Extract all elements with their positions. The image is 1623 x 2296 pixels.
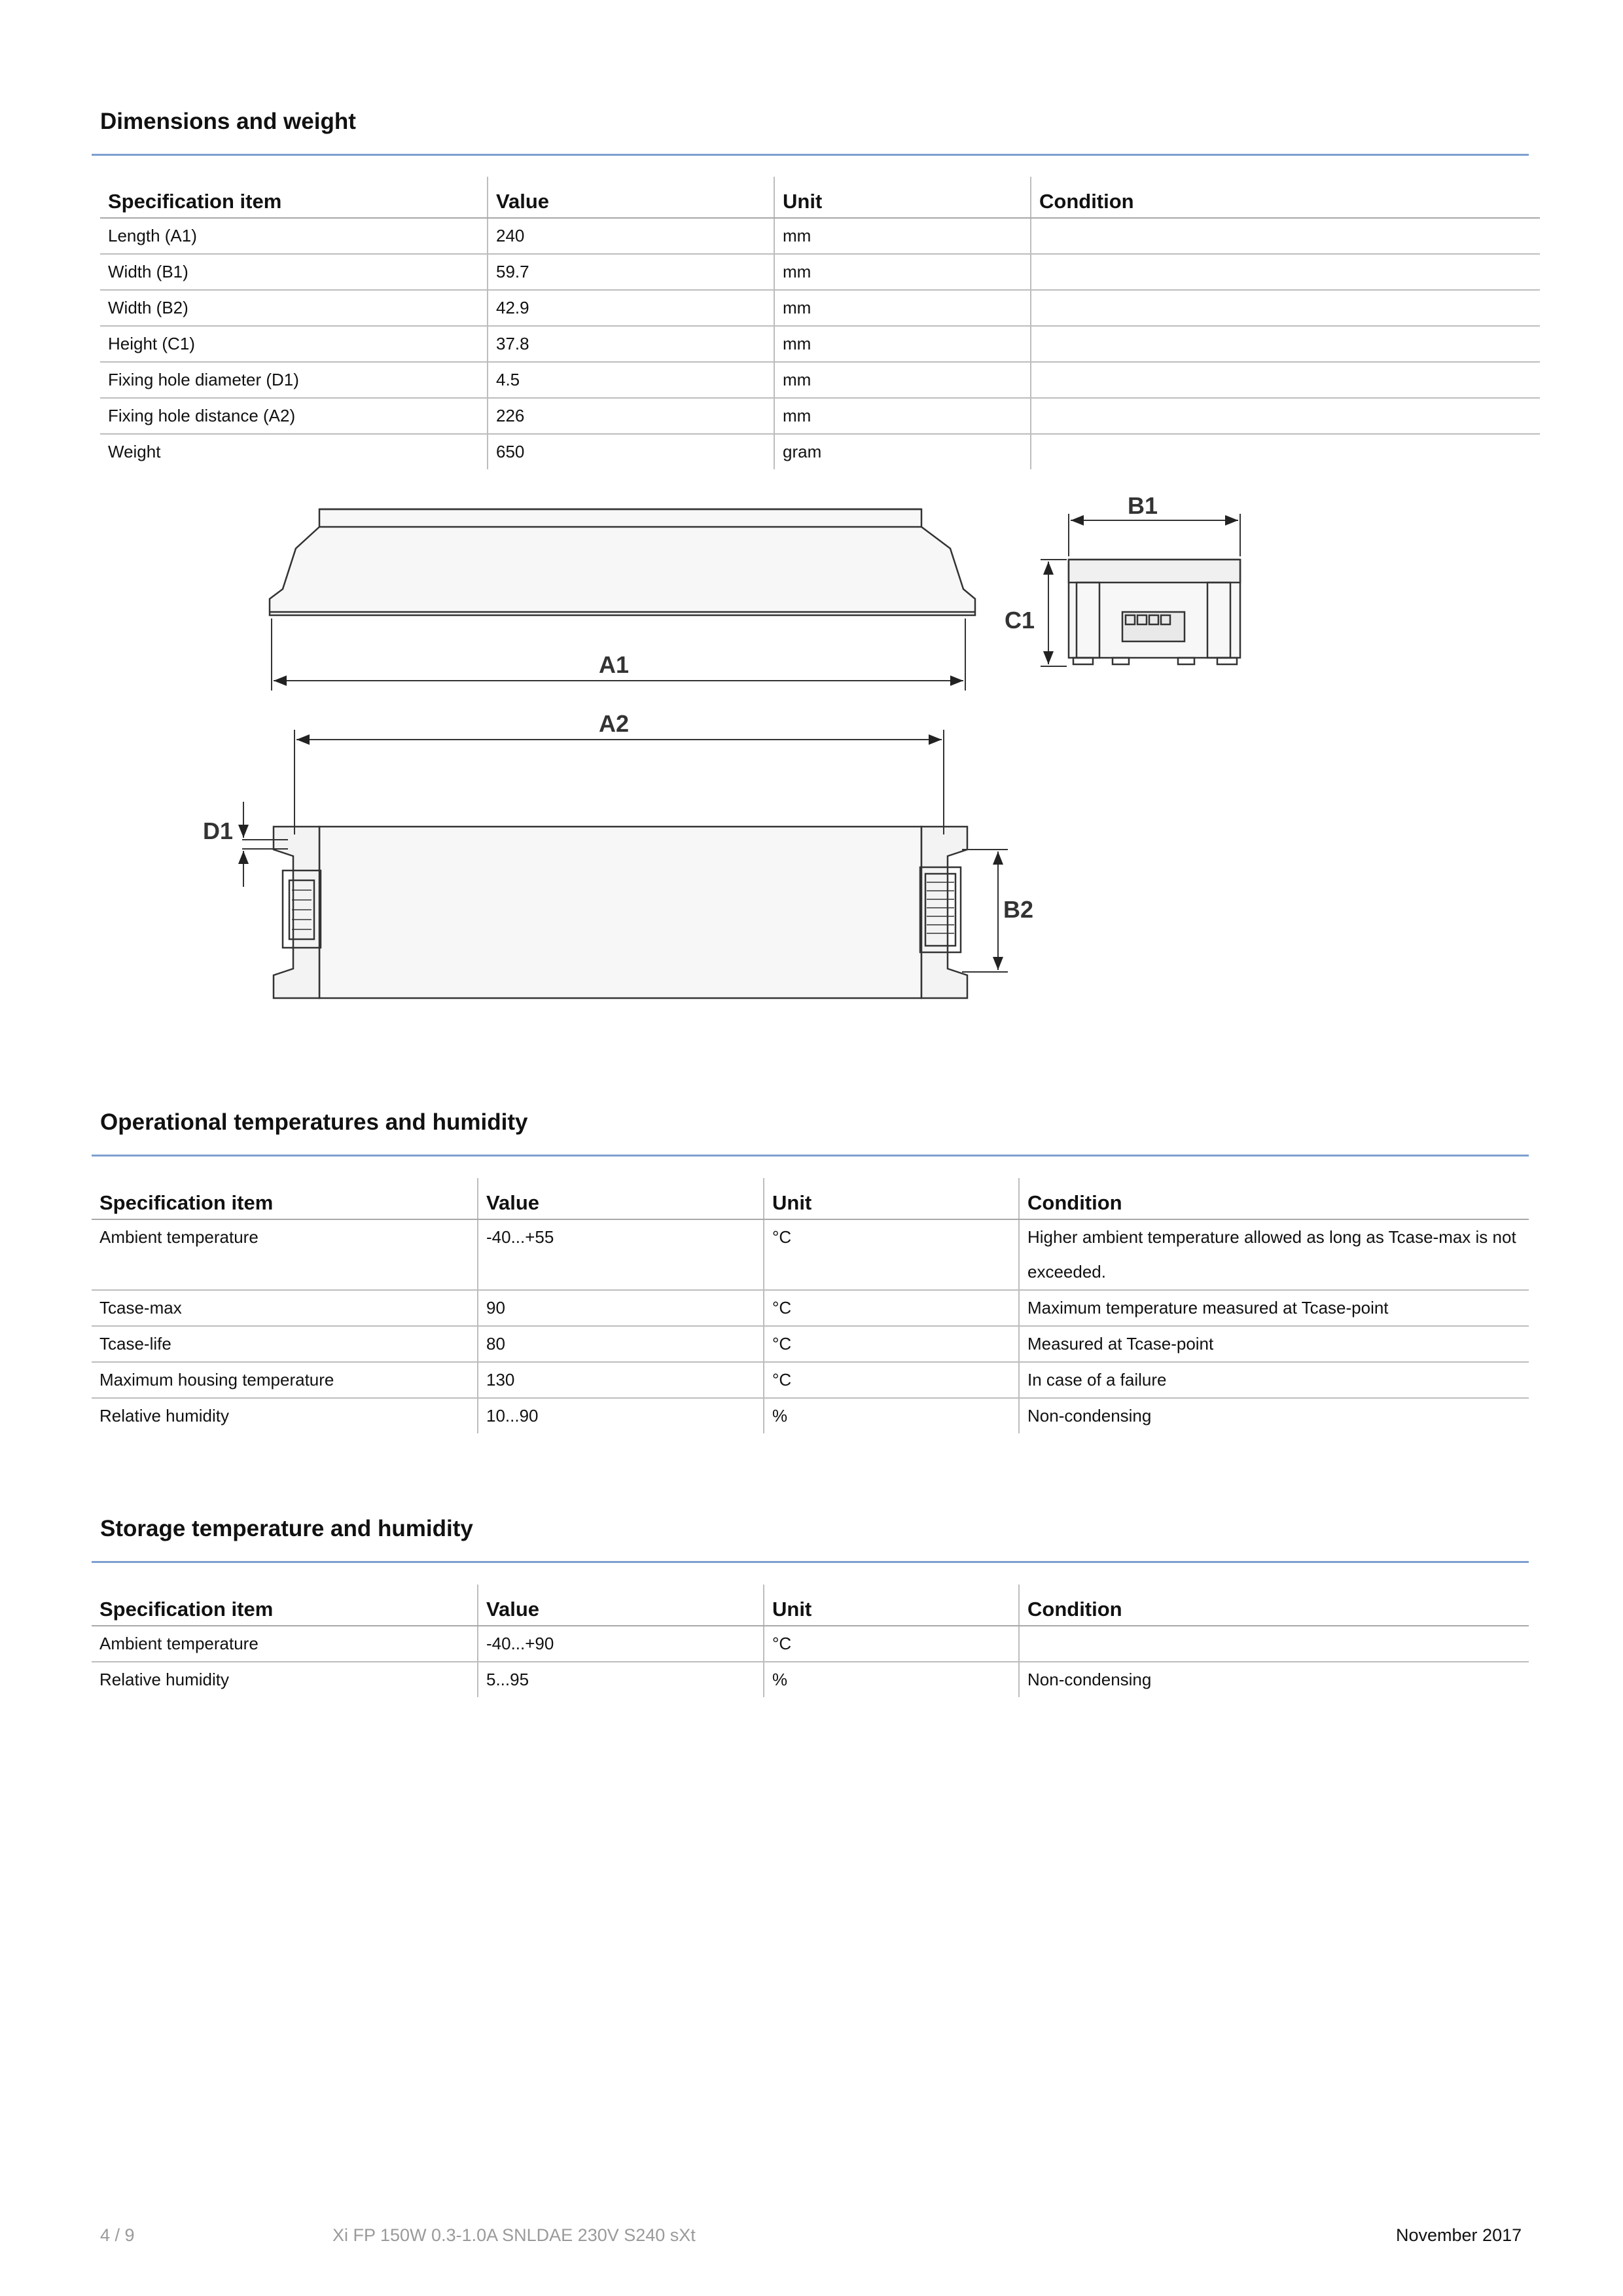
footer-product-name: Xi FP 150W 0.3-1.0A SNLDAE 230V S240 sXt — [332, 2225, 696, 2245]
header-value: Value — [488, 177, 774, 218]
table-row — [92, 1626, 1529, 1662]
cell-value: 226 — [488, 398, 774, 434]
cell-unit: mm — [774, 254, 1031, 290]
cell-spec-item: Relative humidity — [99, 1670, 229, 1689]
header-unit: Unit — [764, 1178, 1019, 1219]
header-condition: Condition — [1019, 1178, 1529, 1219]
table-row — [92, 1398, 1529, 1433]
cell-value: 59.7 — [488, 254, 774, 290]
table-header-row — [92, 1178, 1529, 1219]
cell-spec-item: Height (C1) — [100, 326, 488, 362]
table-row — [100, 290, 1540, 326]
side-view — [270, 509, 975, 615]
section-divider — [92, 154, 1529, 156]
header-spec-item: Specification item — [100, 177, 488, 218]
cell-spec-item: Maximum housing temperature — [92, 1362, 478, 1398]
header-value: Value — [478, 1178, 764, 1219]
table-row — [100, 218, 1540, 254]
cell-unit: °C — [764, 1626, 1019, 1662]
cell-spec-item: Relative humidity — [99, 1406, 229, 1426]
section-title-operational: Operational temperatures and humidity — [100, 1109, 528, 1135]
label-a1: A1 — [599, 651, 630, 678]
cell-spec-item: Ambient temperature — [92, 1626, 478, 1662]
cell-spec-item: Fixing hole diameter (D1) — [100, 362, 488, 398]
cell-unit: % — [764, 1662, 1019, 1697]
table-row — [100, 398, 1540, 434]
cell-value: 37.8 — [488, 326, 774, 362]
cell-value: 42.9 — [488, 290, 774, 326]
dimension-drawing — [0, 484, 1623, 1021]
header-spec-item: Specification item — [92, 1585, 478, 1626]
section-divider — [92, 1561, 1529, 1563]
section-title-storage: Storage temperature and humidity — [100, 1516, 473, 1541]
cell-spec-item: Length (A1) — [100, 218, 488, 254]
cell-unit: °C — [764, 1290, 1019, 1326]
cell-value: 240 — [488, 218, 774, 254]
footer-date: November 2017 — [1396, 2225, 1522, 2245]
table-row — [92, 1662, 1529, 1697]
cell-condition: Maximum temperature measured at Tcase-point — [1019, 1290, 1529, 1326]
table-row — [92, 1219, 1529, 1290]
label-d1: D1 — [203, 817, 234, 844]
end-view — [1069, 560, 1240, 664]
cell-condition: Measured at Tcase-point — [1019, 1326, 1529, 1362]
label-b2: B2 — [1003, 896, 1034, 923]
table-row — [100, 254, 1540, 290]
cell-unit: mm — [774, 398, 1031, 434]
cell-spec-item: Weight — [108, 442, 161, 461]
cell-unit: mm — [774, 362, 1031, 398]
cell-condition — [1019, 1626, 1529, 1662]
header-spec-item: Specification item — [92, 1178, 478, 1219]
table-row — [92, 1326, 1529, 1362]
cell-unit: °C — [764, 1219, 1019, 1290]
header-condition: Condition — [1019, 1585, 1529, 1626]
cell-spec-item: Tcase-life — [92, 1326, 478, 1362]
cell-condition: In case of a failure — [1019, 1362, 1529, 1398]
table-row — [100, 326, 1540, 362]
cell-spec-item: Ambient temperature — [92, 1219, 478, 1290]
header-unit: Unit — [774, 177, 1031, 218]
cell-value: 10...90 — [478, 1398, 764, 1433]
table-header-row — [92, 1585, 1529, 1626]
storage-table — [92, 1585, 1529, 1697]
cell-condition — [1031, 218, 1540, 254]
label-a2: A2 — [599, 710, 630, 737]
cell-value: 5...95 — [478, 1662, 764, 1697]
cell-spec-item: Tcase-max — [92, 1290, 478, 1326]
cell-condition: Higher ambient temperature allowed as long as Tcase-max is not exceeded. — [1019, 1219, 1529, 1290]
table-row — [100, 362, 1540, 398]
cell-unit: % — [764, 1398, 1019, 1433]
cell-unit: mm — [774, 326, 1031, 362]
cell-value: 650 — [488, 434, 774, 469]
header-unit: Unit — [764, 1585, 1019, 1626]
section-divider — [92, 1155, 1529, 1157]
table-row — [92, 1362, 1529, 1398]
dimensions-table — [100, 177, 1540, 469]
cell-condition: Non-condensing — [1019, 1398, 1529, 1433]
cell-condition: Non-condensing — [1019, 1662, 1529, 1697]
cell-spec-item: Width (B2) — [100, 290, 488, 326]
cell-value: 80 — [478, 1326, 764, 1362]
top-view — [274, 827, 967, 998]
table-row — [92, 1290, 1529, 1326]
section-title-dimensions: Dimensions and weight — [100, 109, 356, 134]
cell-value: -40...+55 — [478, 1219, 764, 1290]
table-header-row — [100, 177, 1540, 218]
label-c1: C1 — [1005, 607, 1035, 634]
cell-condition — [1031, 362, 1540, 398]
cell-value: 4.5 — [488, 362, 774, 398]
header-value: Value — [478, 1585, 764, 1626]
cell-unit: °C — [764, 1362, 1019, 1398]
cell-condition — [1031, 434, 1540, 469]
footer-page-number: 4 / 9 — [100, 2225, 135, 2245]
cell-unit: mm — [774, 290, 1031, 326]
cell-unit: mm — [774, 218, 1031, 254]
cell-value: 130 — [478, 1362, 764, 1398]
label-b1: B1 — [1128, 492, 1158, 519]
header-condition: Condition — [1031, 177, 1540, 218]
cell-unit: gram — [774, 434, 1031, 469]
cell-condition — [1031, 398, 1540, 434]
cell-value: -40...+90 — [478, 1626, 764, 1662]
cell-condition — [1031, 254, 1540, 290]
cell-value: 90 — [478, 1290, 764, 1326]
cell-spec-item: Fixing hole distance (A2) — [100, 398, 488, 434]
table-row — [100, 434, 1540, 469]
cell-condition — [1031, 326, 1540, 362]
cell-spec-item: Width (B1) — [100, 254, 488, 290]
cell-condition — [1031, 290, 1540, 326]
operational-table — [92, 1178, 1529, 1433]
cell-unit: °C — [764, 1326, 1019, 1362]
